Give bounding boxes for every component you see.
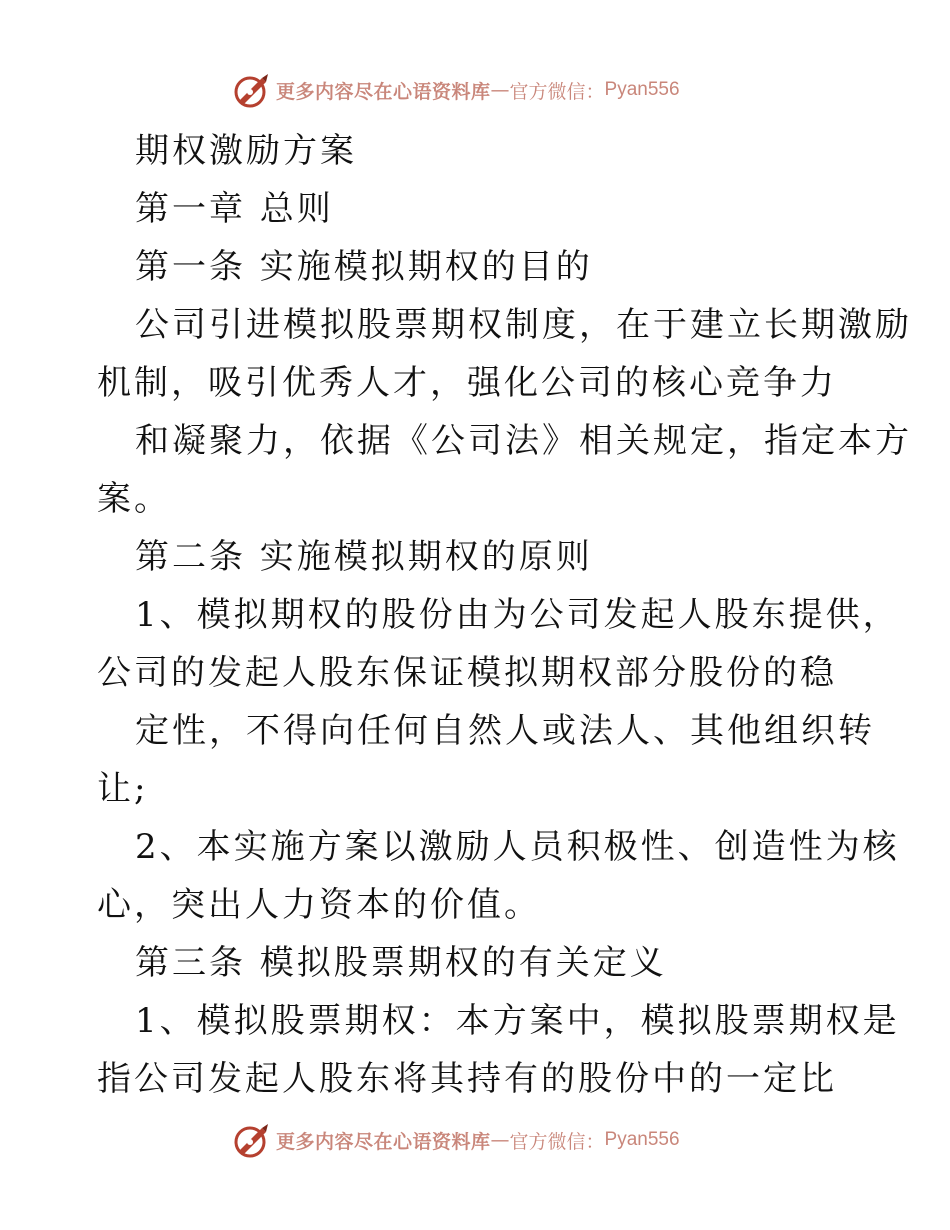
- banner-slogan: 更多内容尽在心语资料库: [276, 1130, 491, 1153]
- banner-separator: —: [490, 1129, 510, 1151]
- doc-line: 定性，不得向任何自然人或法人、其他组织转: [135, 711, 875, 751]
- doc-line: 心，突出人力资本的价值。: [97, 885, 541, 925]
- doc-line: 机制，吸引优秀人才，强化公司的核心竞争力: [97, 363, 837, 403]
- doc-line: 让;: [97, 769, 149, 809]
- doc-line: 第二条 实施模拟期权的原则: [135, 537, 593, 577]
- banner-slogan: 更多内容尽在心语资料库: [276, 80, 491, 103]
- doc-line: 第一条 实施模拟期权的目的: [135, 247, 593, 287]
- doc-line: 公司引进模拟股票期权制度，在于建立长期激励: [135, 305, 912, 345]
- document-body: [97, 122, 912, 1108]
- banner-wechat-label: 官方微信：: [509, 80, 605, 103]
- header-watermark: [232, 70, 680, 110]
- doc-line: 案。: [97, 479, 171, 519]
- doc-line: 和凝聚力，依据《公司法》相关规定，指定本方: [135, 421, 912, 461]
- doc-line: 公司的发起人股东保证模拟期权部分股份的稳: [97, 653, 837, 693]
- banner-wechat-id: Pyan556: [604, 79, 680, 100]
- doc-line: 2、本实施方案以激励人员积极性、创造性为核: [135, 827, 900, 867]
- doc-line: 1、模拟股票期权：本方案中，模拟股票期权是: [135, 1001, 900, 1041]
- doc-line: 第一章 总则: [135, 189, 334, 229]
- footer-watermark: [232, 1120, 680, 1160]
- doc-line: 第三条 模拟股票期权的有关定义: [135, 943, 667, 983]
- banner-wechat-label: 官方微信：: [509, 1130, 605, 1153]
- pen-logo-icon: [232, 70, 272, 110]
- banner-wechat-id: Pyan556: [604, 1129, 680, 1150]
- pen-logo-icon: [232, 1120, 272, 1160]
- banner-separator: —: [490, 79, 510, 101]
- doc-line: 1、模拟期权的股份由为公司发起人股东提供，: [135, 595, 900, 635]
- doc-line: 指公司发起人股东将其持有的股份中的一定比: [97, 1059, 837, 1099]
- doc-line: 期权激励方案: [135, 131, 357, 171]
